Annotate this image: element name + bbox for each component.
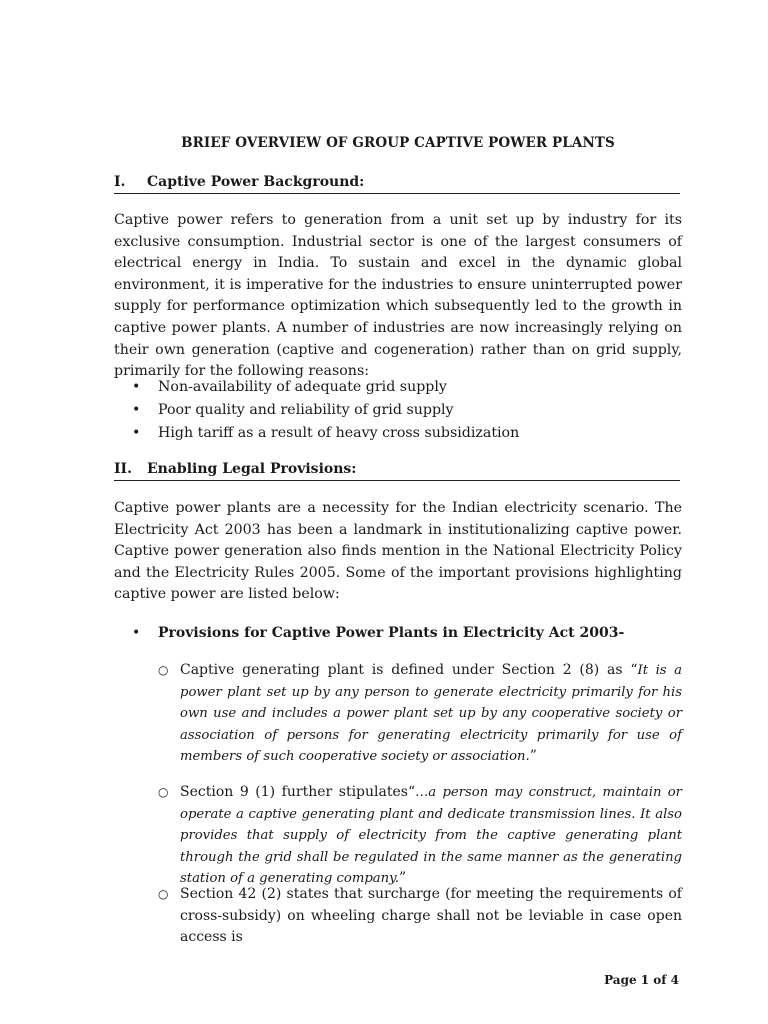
bullet-glyph: • [132,625,141,641]
provision-item [158,660,682,768]
provisions-heading [132,625,672,641]
provision-item [158,782,682,890]
provision-tail: ” [399,870,407,886]
section-number: II. [114,461,132,477]
section-heading-2 [114,461,680,481]
list-item: • High tariff as a result of heavy cross subsidization [132,422,672,445]
provision-quote: It is a power plant set up by any person to generate electricity primarily for his own use and includes a power plant set up by any cooperative society or association of persons for generating electricity primarily for use of members of such cooperative society or association. [180,663,682,764]
provision-item [158,884,682,949]
provision-lead: Captive generating plant is defined under Section 2 (8) as “ [180,662,638,678]
provision-lead: Section 9 (1) further stipulates“ [180,784,416,800]
provisions-heading-text: Provisions for Captive Power Plants in Electricity Act 2003- [158,625,625,641]
list-item: • Poor quality and reliability of grid supply [132,399,672,422]
section-heading-1 [114,174,680,194]
section-title: Captive Power Background: [147,174,365,190]
paragraph-legal: Captive power plants are a necessity for the Indian electricity scenario. The Electricity Act 2003 has been a landmark in institutionalizing captive power. Captive power generation also finds mention in the National Electricity Policy and the Electricity Rules 2005. Some of the important provisions highlighting captive power are listed below: [114,500,682,603]
document-title: BRIEF OVERVIEW OF GROUP CAPTIVE POWER PLANTS [181,135,615,151]
section-number: I. [114,174,126,190]
paragraph-background: Captive power refers to generation from a unit set up by industry for its exclusive consumption. Industrial sector is one of the largest consumers of electrical energy in India. To sustain and excel in the dynamic global environment, it is imperative for the industries to ensure uninterrupted power supply for performance optimization which subsequently led to the growth in captive power plants. A number of industries are now increasingly relying on their own generation (captive and cogeneration) rather than on grid supply, primarily for the following reasons: [114,212,682,380]
provision-tail: ” [529,748,537,764]
circle-bullet-icon: ○ [158,785,169,799]
provision-lead: Section 42 (2) states that surcharge (for meeting the requirements of cross-subsidy) on wheeling charge shall not be leviable in case open access is [180,886,682,945]
section-title: Enabling Legal Provisions: [147,461,357,477]
circle-bullet-icon: ○ [158,887,169,901]
list-item: • Non-availability of adequate grid supply [132,376,672,399]
reasons-list [132,376,672,445]
page-number: Page 1 of 4 [604,973,679,987]
circle-bullet-icon: ○ [158,663,169,677]
provision-quote: …a person may construct, maintain or operate a captive generating plant and dedicate transmission lines. It also provides that supply of electricity from the captive generating plant through the grid shall be regulated in the same manner as the generating station of a generating company. [180,785,682,886]
